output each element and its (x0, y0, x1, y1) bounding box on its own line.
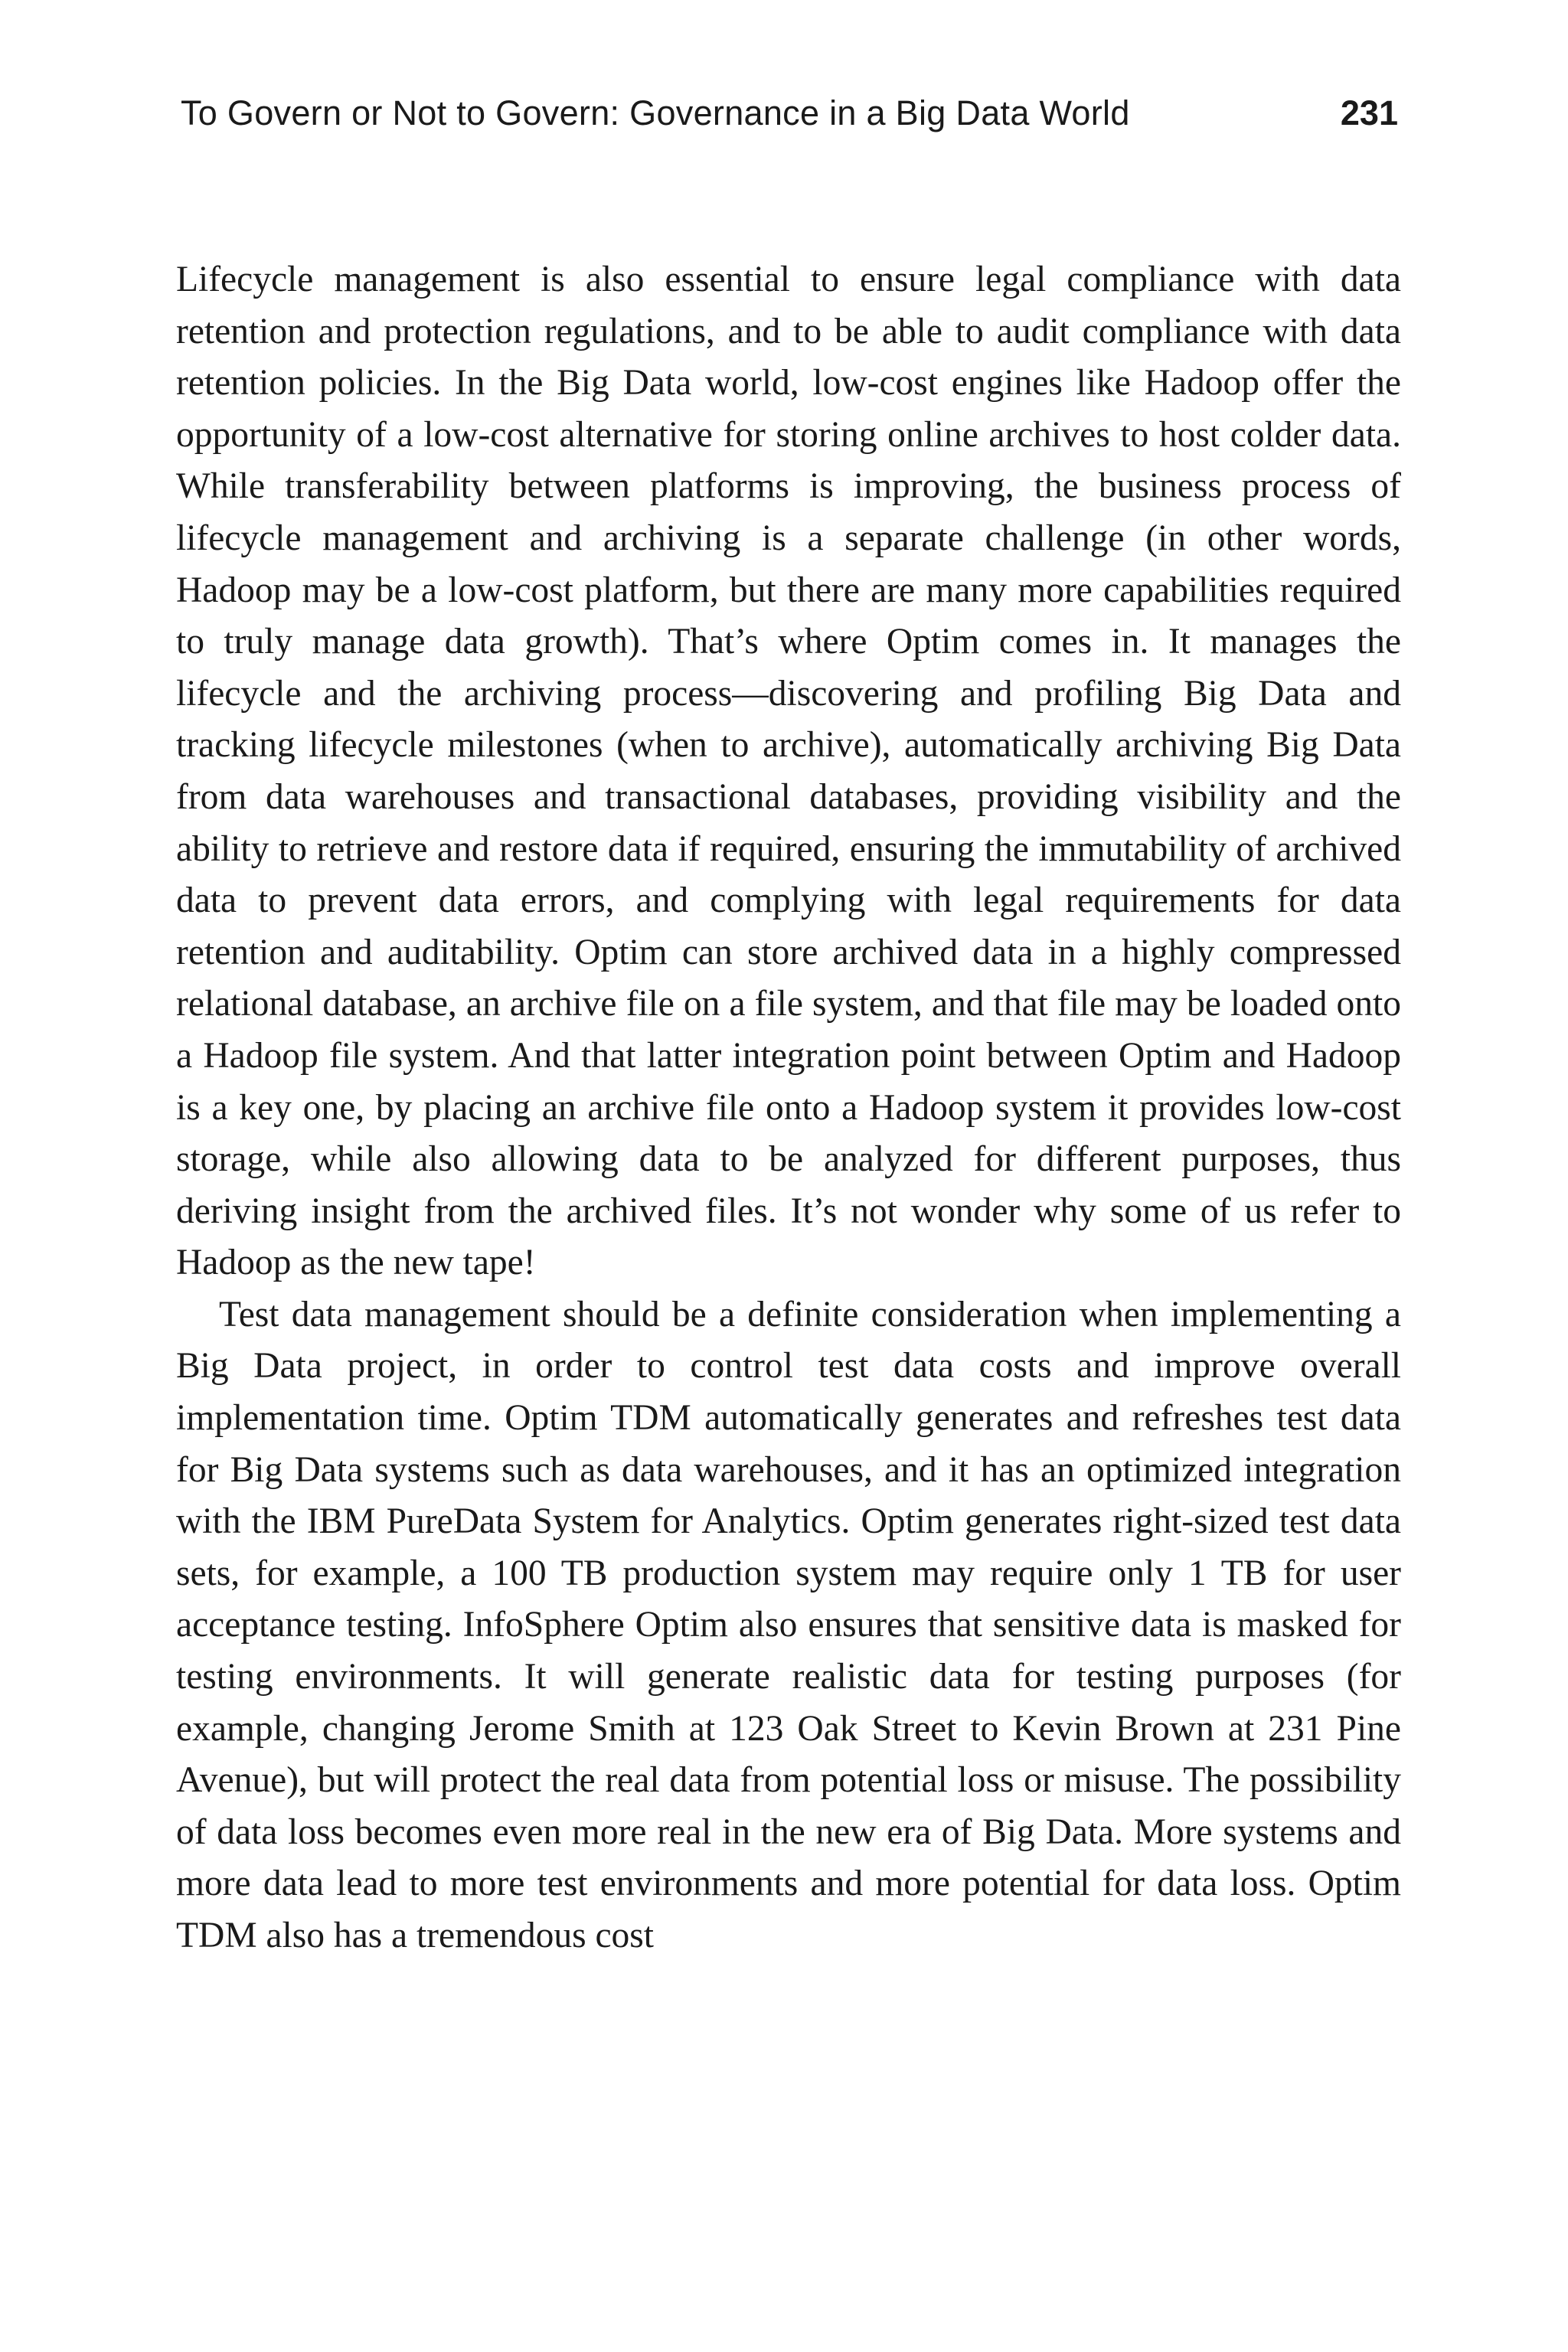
body-text (176, 254, 1401, 1962)
running-header (181, 93, 1398, 149)
chapter-title: To Govern or Not to Govern: Governance in a Big Data World (181, 93, 1130, 132)
paragraph-test-data-management: Test data management should be a definite consideration when implementing a Big Data project, in order to control test data costs and improve overall implementation time. Optim TDM automatically generates and refreshes test data for Big Data systems such as data warehouses, and it has an optimized integration with the IBM PureData System for Analytics. Optim generates right-sized test data sets, for example, a 100 TB production system may require only 1 TB for user acceptance testing. InfoSphere Optim also ensures that sensitive data is masked for testing environments. It will generate realistic data for testing purposes (for example, changing Jerome Smith at 123 Oak Street to Kevin Brown at 231 Pine Avenue), but will protect the real data from potential loss or misuse. The possibility of data loss becomes even more real in the new era of Big Data. More systems and more data lead to more test environments and more potential for data loss. Optim TDM also has a tremendous cost (176, 1294, 1401, 1955)
paragraph-lifecycle-management: Lifecycle management is also essential to ensure legal compliance with data retention and protection regulations, and to be able to audit compliance with data retention policies. In the Big Data world, low-cost engines like Hadoop offer the opportunity of a low-cost alternative for storing online archives to host colder data. While transferability between platforms is improving, the business process of lifecycle management and archiving is a separate challenge (in other words, Hadoop may be a low-cost platform, but there are many more capabilities required to truly manage data growth). That’s where Optim comes in. It manages the lifecycle and the archiving process—discovering and profiling Big Data and tracking lifecycle milestones (when to archive), automatically archiving Big Data from data warehouses and transactional databases, providing visibility and the ability to retrieve and restore data if required, ensuring the immutability of archived data to prevent data errors, and complying with legal requirements for data retention and auditability. Optim can store archived data in a highly compressed relational database, an archive file on a file system, and that file may be loaded onto a Hadoop file system. And that latter integration point between Optim and Hadoop is a key one, by placing an archive file onto a Hadoop system it provides low-cost storage, while also allowing data to be analyzed for different purposes, thus deriving insight from the archived files. It’s not wonder why some of us refer to Hadoop as the new tape! (176, 260, 1401, 1283)
page-number: 231 (1340, 93, 1398, 132)
